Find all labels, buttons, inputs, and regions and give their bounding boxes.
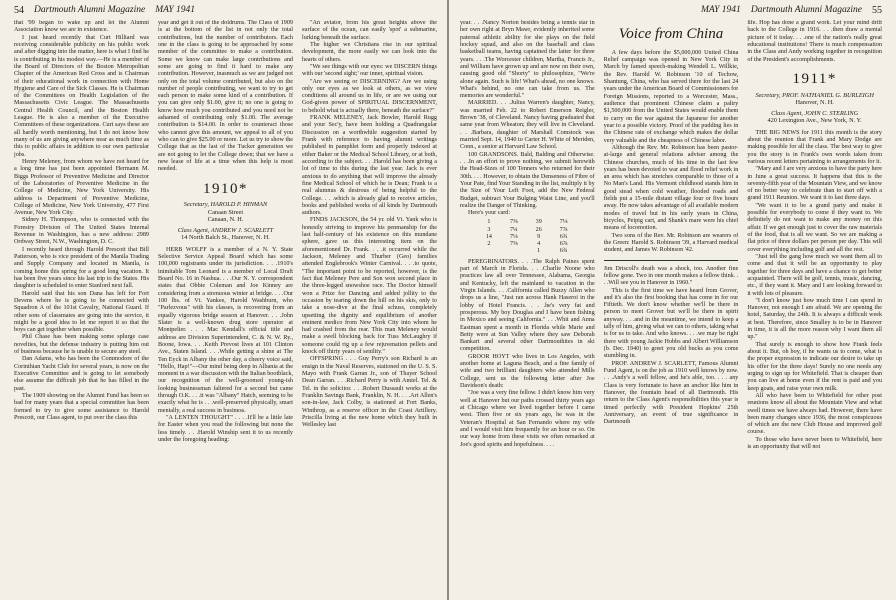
table-cell: 39 — [535, 219, 542, 226]
paragraph: Henry Meleney, from whom we have not heard for a long time has just been appointed Hermann M. Biggs Professor of Preventive Medicine and Director of the Laboratories of Preventive Medicine in the College of Medicine, New York University. His address is Department of Preventive Medicine, College of Medicine, New York University, 477 First Avenue, New York City. — [14, 158, 149, 217]
table-cell: 9 — [537, 233, 541, 240]
magazine-title: Dartmouth Alumni Magazine — [750, 5, 862, 15]
table-cell: 7¼ — [509, 226, 518, 233]
paragraph: 100 GRANDSONS. Bald, Balding and Otherwise. . . .In an effort to prove nothing, we submit herewith the Head-Sizes of 100 Tenners who returned for their 30th. . . . However, to obtain the Denseness of Fibre of Your Pate, find Your Standing in the list, multiply it by the Size of Your Left Foot, add the New Federal Budget, subtract Your Bulging Waist Line, and you'll realize the Danger of Thinking. — [460, 151, 595, 209]
table-row — [478, 234, 578, 241]
column-3 — [747, 20, 882, 594]
table-row — [478, 227, 578, 234]
paragraph: Two sons of the Rev. Mr. Robinson are wearers of the Green: Harold S. Robinson '39, a Harvard medical student, and James W. Robinson '42. — [603, 232, 739, 254]
paragraph: Although the Rev. Mr. Robinson has been pastor-at-large and general relations adviser among the Chinese churches, much of his time in the last few years has been devoted to war and flood relief work in an area which has stretches comparable to those of a No Man's Land. His Vermont childhood stands him in good stead when cold weather, flooded roads and fields put a 15-mile distant village four or five hours away. He now takes advantage of all available modern modes of travel but in his early years in China, bicycles, Peipig cart, and Shank's mare were his chief means of locomotion. — [603, 144, 739, 232]
table-cell: 6¾ — [559, 248, 568, 255]
paragraph: "We see things with our eyes: we DISCERN things with our 'second sight;' our inner, spiritual vision. — [302, 63, 437, 78]
paragraph: year. . . .Nancy Norton besides being a tennis star in her own right at Bryn Mawr, evidently inherited some paternal athletic ability for she plays on the field hockey squad, and also on the baseball and class basketball teams, having captained the latter for three years. . . .The Worcester children, Martha, Francis Jr., and William have grown up and are now on their own, causing good old "Shorty" to philosophize, "We're alone again. Such is life! What's ahead, no one knows. What's behind, no one can take from us. The memories are wonderful." — [460, 20, 595, 100]
head-size-table — [478, 219, 578, 255]
table-cell — [500, 248, 527, 255]
column-3 — [302, 20, 437, 594]
table-cell: 7⅞ — [559, 226, 568, 233]
class-agent: Class Agent, JOHN C. STERLING — [771, 109, 859, 117]
class-heading-1911 — [747, 71, 882, 125]
paragraph: FRANK MELENEY, Jack Bowler, Harold Rugg and your Sec'y, have been holding a Quadrangular Discussion on a worthwhile suggestion started by Frank with reference to having alumni writings published in pamphlet form and properly indexed at either Baker or the Medical School Library, or at both, according to the subject. . . .Harold has been giving a lot of time to this during the last year. Jack is ever anxious to do anything that will improve the already fine Medical School of which he is Dean; Frank is a real alumnus & desirous of being helpful to the College. . . .which is already glad to receive articles, books and published works of all kinds by Dartmouth authors. — [302, 115, 437, 217]
paragraph: Sidney H. Thompson, who is connected with the Forestry Division of The United States Internal Revenue in Washington, has a new address: 2989 Ordway Street, N.W., Washington, D. C. — [14, 217, 149, 246]
paragraph: GROOR HOYT who lives in Los Angeles, with another home at Laguna Beach, and a fine family of wife and two brilliant daughters who attended Mills College, sent us the following letter after Joe Davidson's death: — [460, 353, 595, 389]
page-number: 54 — [14, 4, 24, 16]
paragraph: I recently heard through Harold Prescott that Bill Patterson, who is vice president of the Manila Trading and Supply Company and located in Manila, is coming home this spring for a good long vacation. It has been five years since his last trip to the States. His daughter is scheduled to enter Stanford next fall. — [14, 246, 149, 290]
paragraph: PEREGRINATORS. . . .The Ralph Paines spent part of March in Florida. . . .Charlie Noone who practices law all over Tennessee, Alabama, Georgia and Kentucky, left the mainland to vacation in the Virgin Islands. . . .California called Buzzy Allen who drops us a line, "Just ran across Hank Haseroi in the lobby of Hotel Francis. . . .he's very fat and prosperous. My boy Douglas and I have been fishing in Mexico and seeing California." . . .Whit and Anna Eastman spent a month in Florida while Marie and Betty were at Sun Valley where they saw Deborah Bankart and several other Dartmouthites in ski competition. — [460, 258, 595, 353]
agent-address: 420 Lexington Ave., New York, N. Y. — [767, 117, 862, 125]
class-year: 1910* — [203, 180, 248, 197]
paragraph: PROF. ANDREW J. SCARLETT, Famous Alumni Fund Agent, is on the job as 1910 well knows by now. . . .Andy's a well fellow, and he's able, too. . . . any Class is very fortunate to have an anchor like him in Hanover, the fountain head of all Dartmouth. His return to the Class Agent's responsibilities this year is timed perfectly with President Hopkins' 25th Anniversary, an event of true significance in Dartmouth — [603, 360, 739, 426]
table-cell: 4 — [537, 241, 541, 248]
class-secretary: Secretary, PROF. NATHANIEL G. BURLEIGH — [755, 91, 874, 99]
magazine-title: Dartmouth Alumni Magazine — [34, 5, 146, 15]
column-1 — [14, 20, 149, 594]
paragraph: FINDS JACKSON, the 54 yr. old Vt. Yank who is honestly striving to improve his penmanship for the last half-century of his existence on this mundane sphere, gave us this interesting item on the aforementioned Dr. Frank. . . .it occurred while the Jackson, Meleney and Thurber (Geo) families attended Englebrook's Winter Carnival. . . .to quote, "The important point to be reported, however, is the fact that Meleney Pere and Son won second place in the three-legged snowshoe race. The Doctor himself won a Prize for Dancing and added jollity to the occasion by tearing down the hill on his skis, only to take a nose-dive at the final schuss, completely upsetting the dignity and equilibrium of another eminent medico from New York City into whom he had crashed from the rear. This man Meleney would make a swell blocking back for Tuss McLaughry if someone could rig up a few rejuvenation pellets and knock off thirty years of senility." — [302, 217, 437, 356]
paragraph: that '99 began to wake up and let the Alumni Association know we are in existence. — [14, 20, 149, 34]
issue-date: MAY 1941 — [700, 5, 741, 15]
paragraph: "Are we seeing or DISCERNING? Are we using only our eyes as we look at others, as we view conditions all around us in life, or are we using our God-given power of SPIRITUAL DISCERNMENT, to behold what is actually there, beneath the surface?" — [302, 78, 437, 114]
divider — [604, 260, 739, 261]
paragraph: HERB WOLFF is a member of a N. Y. State Selective Service Appeal Board which has some 100,000 registrants under its jurisdiction. . . .1910's inimitable Tom Leonard is a member of Local Draft Board No. 16 in Nashua. . . .Our N. Y. correspondent states that Obbie Coleman and Joe Kinney are considering from a strenuous winter at bridge. . . .Our 100 lbs. of Vt. Yankee, Harold Washburn, who "Parlezvous" with his classes, is recovering from an equally vigorous bridge season at Hanover. . . .John Slater is a well-known drug store operator at Montpelier. . . . Mac Kendall's official title and address are Division Superintendent, C. & N. W. Ry., Boone, Iowa. . . .Keith Prevost lives at 101 Clinton Ave., Staten Island. . . .While getting a shine at The Ten Eyck in Albany the other day, a cheery voice said, "Hello, Hap!"—Our mind being deep in Albania at the moment in a war discussion with the Italian bootblack, our recognition of the well-groomed young-ish looking businessman faltered for a second but came through O.K. . . .it was "Albany" Hatch, seeming to be exactly what he is . . .well-preserved physically, smart mentally, a real success in business. — [158, 246, 293, 414]
table-cell: 6⅞ — [559, 241, 568, 248]
right-running-head — [460, 0, 882, 20]
table-cell: 7⅛ — [559, 219, 568, 226]
paragraph: Here's your card: — [468, 210, 511, 217]
paragraph: Jim Driscoll's death was a shock, too. Another fine fellow gone. Two in one month makes a fellow think. . . .Will see you in Hanover in 1960." — [603, 265, 739, 287]
paragraph: All who have been to Whitefield for other post reunions know all about the Mountain View and what swell times we have always had. However, there have been many changes since 1936, the most conspicuous of which are the new Club House and improved golf course. — [747, 392, 883, 436]
secretary-address: Hanover, N. H. — [795, 99, 834, 107]
paragraph: THE BIG NEWS for 1911 this month is the story about the reunion that Frank and Mary Dodge are making possible for all the class. The best way to give you the story is in Frank's own words taken from various recent letters pertaining to arrangements for it. — [747, 129, 883, 165]
paragraph: That surely is enough to show how Frank feels about it. But, oh boy, if he wants us to come, what is the proper expression to indicate our desire to take up his offer for the three days! Surely no one needs any urging to sign up for Whitefield. That is cheaper than you can live at home even if the rent is paid and you keep goats, and raise your own milk. — [747, 341, 883, 392]
paragraph: Phil Chase has been making some splurge case novelties, but the defense industry is putting him out of business because he is unable to secure any steel. — [14, 334, 149, 356]
paragraph: MARRIED. . . .Julius Warren's daughter, Nancy, was married Feb. 22 to Robert Emerson Reigler, Brown '38, of Cleveland. Nancy having graduated that same year from Wheaton; they will live in Cleveland. . . .Barbara, daughter of Marshall Comstock was married Sept. 14, 1940 to Carter H. White of Meriden, Conn., a senior at Harvard Law School. — [460, 100, 595, 151]
issue-date: MAY 1941 — [155, 5, 196, 15]
left-running-head — [14, 0, 437, 20]
paragraph: A few days before the $5,000,000 United China Relief campaign was opened in New York City in March by famed speech-making Wendell L. Willkie, the Rev. Harold W. Robinson '10 of Techow, Shantung, China, who has served there for the last 24 years under the American Board of Commissioners for Foreign Missions, reported to a Worcester, Mass., audience that prominent Chinese claim a paltry $1,500,000 from the United States would enable them to carry on the war against the Japanese for another year to a possible victory. Proof of the pudding lies in the Chinese rate of exchange which makes the dollar very valuable and the cheapness of Chinese labor. — [603, 49, 739, 144]
table-cell: 2 — [487, 241, 491, 248]
table-cell: 7⅜ — [509, 219, 518, 226]
table-cell: 3 — [487, 226, 491, 233]
paragraph: "A LENTEN THOUGHT" . . . .It'll be a little late for Easter when you read the following but none the less timely. . . .Harold Winship sent it to us recently under the foregoing heading: — [158, 415, 293, 443]
paragraph: "Mary and I are very anxious to have the party here in June a great success. It happens that this is the seventy-fifth year of the Mountain View, and we know of no better way to celebrate than to start off with a grand 1911 Reunion. We want it to last three days. — [747, 166, 883, 202]
agent-address: 14 North Balch St., Hanover, N. H. — [181, 234, 270, 242]
table-cell: 1 — [487, 219, 491, 226]
paragraph: Dan Adams, who has been the Commodore of the Corinthian Yacht Club for several years, is now on the Executive Committee and is going to let somebody else assume the difficult job that he has filled in the past. — [14, 356, 149, 392]
table-cell — [478, 248, 501, 255]
table-row — [478, 219, 578, 226]
right-page — [449, 0, 896, 600]
paragraph: The higher we Christians rise in our spiritual development, the more easily we can look into the hearts of others. — [302, 41, 437, 63]
paragraph: "I don't know just how much time I can spend in Hanover, not enough I am afraid. We are opening the hotel, Saturday, the 24th. It is always a difficult week at best. Therefore, since Smalley is to be in Hanover in time, it is all the more reason why I want them all up." — [747, 297, 883, 341]
table-row — [478, 248, 578, 255]
class-year: 1911* — [792, 70, 837, 87]
column-1 — [460, 20, 595, 594]
paragraph: OFFSPRING . . . Guy Perry's son Richard is an ensign in the Naval Reserves, stationed on the U. S. S. Mayo with Frank Garran Jr., son of Thayer School Dean Garran. . . .Richard Perry is with Amtel. Tel. & Tel. in the solicitor. . . .Robert Dussault works at the Franklin Savings Bank, Franklin, N. H. . . .Art Allen's son-in-law, Jack Colby, is stationed at Fort Banks, Winthrop, as a reserve officer in the Coast Artillery. Priscilla living at the new home which they built in Wellesley last — [302, 356, 437, 429]
column-2 — [158, 20, 293, 594]
table-cell: 7⅛ — [509, 233, 518, 240]
paragraph: This is the first time we have heard from Grover, and it's also the first booking that has come in for our Fiftieth. We don't know whether we'll be there in person to meet Grover but we'll be there in spirit anyway. . . .and in the meantime, we intend to keep a tally of him, giving what we can to others, taking what is for us to take. And who knows. . . .we may be right there with young Jackie Hobbs and Albert Williamson (b. Dec. 1940) to greet you old bucks as you come stumbling in. — [603, 287, 739, 360]
paragraph: I just heard recently that Curt Hilliard was receiving considerable publicity on his public work and after digging into the matter, here is what I find he is contributing in his modest way.—He is a member of the Board of Directors of the Boston Metropolitan Chapter of the American Red Cross and is Chairman of their educational work in connection with Home Hygiene and Care of the Sick Classes. He is Chairman of the Committees on Health Legislation of the Massachusetts Civic League. The Massachusetts Central Health Council, and the Boston Health League. He is also a member of the Executive Committees of these organizations. Curt says these are all hardly worth mentioning, but I do not know how many of us are giving anywhere near as much time as this to public affairs in addition to our own particular jobs. — [14, 34, 149, 158]
class-heading-1910 — [158, 181, 293, 242]
right-columns — [460, 20, 882, 594]
secretary-address-line: Canaan Street — [207, 208, 244, 216]
class-agent: Class Agent, ANDREW J. SCARLETT — [177, 226, 274, 234]
left-page — [0, 0, 447, 600]
paragraph: Harold said that his son Dana has left for Fort Devens where he is going to be connected with Squadron A of the 101st Cavalry, National Guard. If other sons of classmates are going into the service, it might be a good idea to let me report it so that the boys can get together when possible. — [14, 290, 149, 334]
column-2 — [604, 20, 739, 594]
paragraph: "We want it to be a grand party and make it possible for everybody to come if they want to. We definitely do not want to make any money on this affair. If we get enough just to cover the raw materials of the food, that is all we want. So we are making a flat price of three dollars per person per day. This will cover everything including golf and all the rest. — [747, 202, 883, 253]
left-columns — [14, 20, 437, 594]
paragraph: year and get it out of the doldrums. The Class of 1909 is at the bottom of the list in not only the total contributions, but the number of contributors. Each one in the class is going to be approached by some member of the committee to make a contribution. Some we know can make large contributions and some are going to find it hard to make any contribution. However, inasmuch as we are judged not only on the total volume contributed, but also on the number of people contributing, we want to try to get each person to make some kind of a contribution. If you can give only $1.00, give it; no one is going to know how much you contributed and you need not be ashamed of contributing only $1.00. The average contribution is $14.00. In order to counteract those who cannot give this amount, we appeal to all of you who can to give $25.00 or more. Let us try to show the College that as the last of the Tucker generation we are not going to let the College down; that we have a new lease of life at a time when this help is most needed. — [158, 20, 293, 173]
table-cell: 26 — [535, 226, 542, 233]
table-cell: 1 — [537, 248, 541, 255]
class-secretary: Secretary, HAROLD P. HINMAN — [183, 201, 268, 209]
paragraph: "An aviator, from his great heights above the surface of the ocean, can easily 'spot' a submarine, lurking beneath the surface. — [302, 20, 437, 41]
table-cell: 14 — [485, 233, 492, 240]
paragraph: "Joe was a very fine fellow. I didn't know him very well at Hanover but our paths crossed thirty years ago at Chicago where we lived together before I came west. Then five or six years ago, he was in the Veteran's Hospital at San Fernando where my wife and I would visit him frequently for an hour or so. On our way home from these visits we often remarked at Joe's good spirits and hopefulness. . . . — [460, 390, 595, 448]
paragraph: life. Hop has done a grand work. Let your mind drift back to the College in 1916. . . .then draw a mental picture of it today. . . .one of the nation's really great educational institutions! There is much compensation in the Class and Andy working together in recognition of the President's accomplishments. — [747, 20, 883, 63]
paragraph: The 1909 showing on the Alumni Fund has been so bad for many years that a special committee has been formed to try to give some assistance to Harold Prescott, our Class agent, to put over the class this — [14, 392, 149, 421]
paragraph: "Just tell the gang how much we want them all to come and that it will be an opportunity to play together for three days and have a chance to get better acquainted. There will be golf, tennis, music, dancing, etc., if they want it. Mary and I are looking forward to it with lots of pleasure. — [747, 253, 883, 297]
table-cell: 6¾ — [559, 233, 568, 240]
table-cell: 7⅜ — [509, 241, 518, 248]
article-title: Voice from China — [618, 26, 724, 42]
secretary-address-line: Canaan, N. H. — [207, 216, 244, 224]
page-number: 55 — [872, 4, 882, 16]
paragraph: To those who have never been to Whitefield, here is an opportunity that will not — [747, 436, 883, 451]
